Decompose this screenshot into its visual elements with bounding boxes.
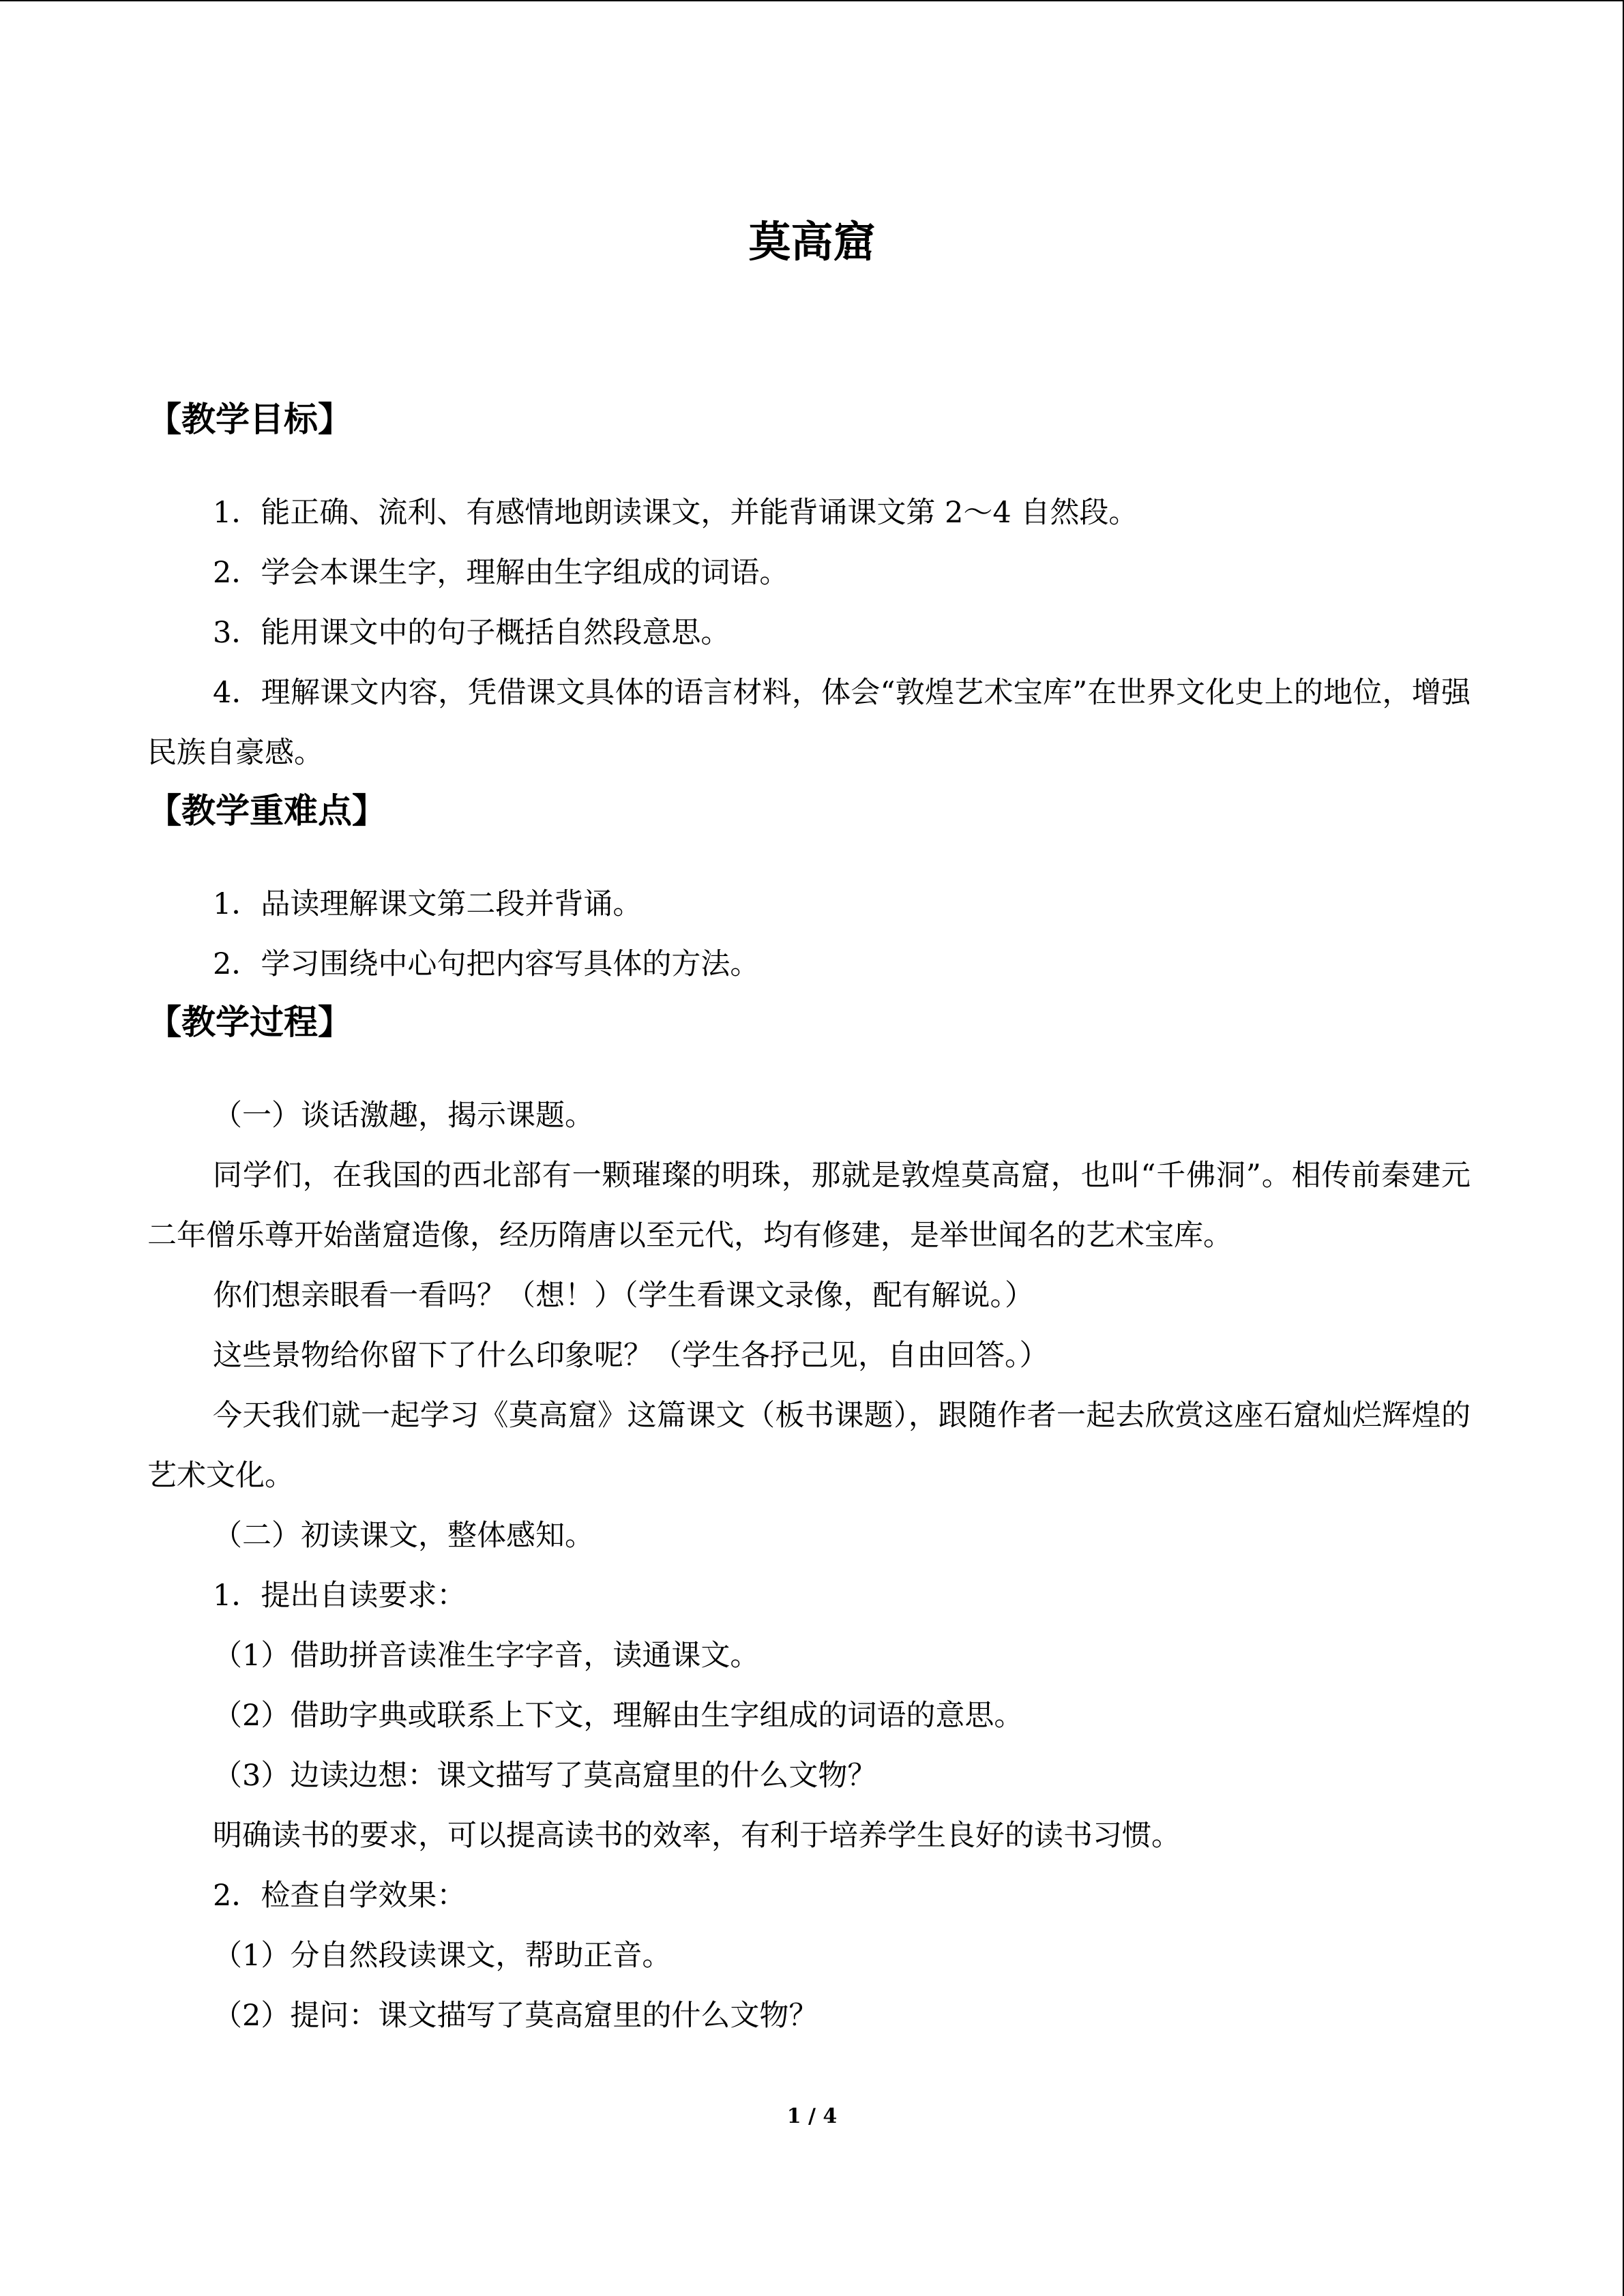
section-heading-key-points: 【教学重难点】 (147, 790, 386, 831)
process-paragraph: 明确读书的要求，可以提高读书的效率，有利于培养学生良好的读书习惯。 (213, 1819, 1181, 1853)
process-paragraph: 今天我们就一起学习《莫高窟》这篇课文（板书课题），跟随作者一起去欣赏这座石窟灿烂辉煌的艺术文化。 (147, 1399, 1471, 1493)
section-heading-objectives: 【教学目标】 (147, 399, 352, 439)
process-paragraph: （一）谈话激趣，揭示课题。 (213, 1099, 594, 1133)
process-paragraph: （1）分自然段读课文，帮助正音。 (213, 1939, 672, 1973)
process-paragraph: 同学们，在我国的西北部有一颗璀璨的明珠，那就是敦煌莫高窟，也叫“千佛洞”。相传前秦建元二年僧乐尊开始凿窟造像，经历隋唐以至元代，均有修建，是举世闻名的艺术宝库。 (147, 1159, 1471, 1253)
process-paragraph: 这些景物给你留下了什么印象呢？（学生各抒己见，自由回答。） (213, 1339, 1049, 1373)
process-paragraph: （2）借助字典或联系上下文，理解由生字组成的词语的意思。 (213, 1699, 1024, 1733)
objective-item: 1．能正确、流利、有感情地朗读课文，并能背诵课文第 2～4 自然段。 (213, 496, 1138, 530)
key-point-item: 2．学习围绕中心句把内容写具体的方法。 (213, 947, 760, 981)
process-paragraph: （1）借助拼音读准生字字音，读通课文。 (213, 1639, 760, 1673)
objective-item: 3．能用课文中的句子概括自然段意思。 (213, 616, 730, 650)
page-number: 1 / 4 (786, 2104, 838, 2128)
document-body (147, 396, 1471, 2046)
document-title: 莫高窟 (748, 217, 876, 267)
process-paragraph: （二）初读课文，整体感知。 (213, 1519, 594, 1553)
objective-item: 4．理解课文内容，凭借课文具体的语言材料，体会“敦煌艺术宝库”在世界文化史上的地位，增强民族自豪感。 (147, 676, 1471, 770)
key-point-item: 1．品读理解课文第二段并背诵。 (213, 887, 643, 921)
process-paragraph: 2．检查自学效果： (213, 1879, 467, 1913)
process-paragraph: 你们想亲眼看一看吗？（想！）（学生看课文录像，配有解说。） (213, 1279, 1034, 1313)
section-heading-process: 【教学过程】 (147, 1002, 352, 1042)
objective-item: 2．学会本课生字，理解由生字组成的词语。 (213, 556, 789, 590)
process-paragraph: （2）提问：课文描写了莫高窟里的什么文物？ (213, 1999, 818, 2033)
process-paragraph: （3）边读边想：课文描写了莫高窟里的什么文物？ (213, 1759, 877, 1793)
process-paragraph: 1．提出自读要求： (213, 1579, 467, 1613)
